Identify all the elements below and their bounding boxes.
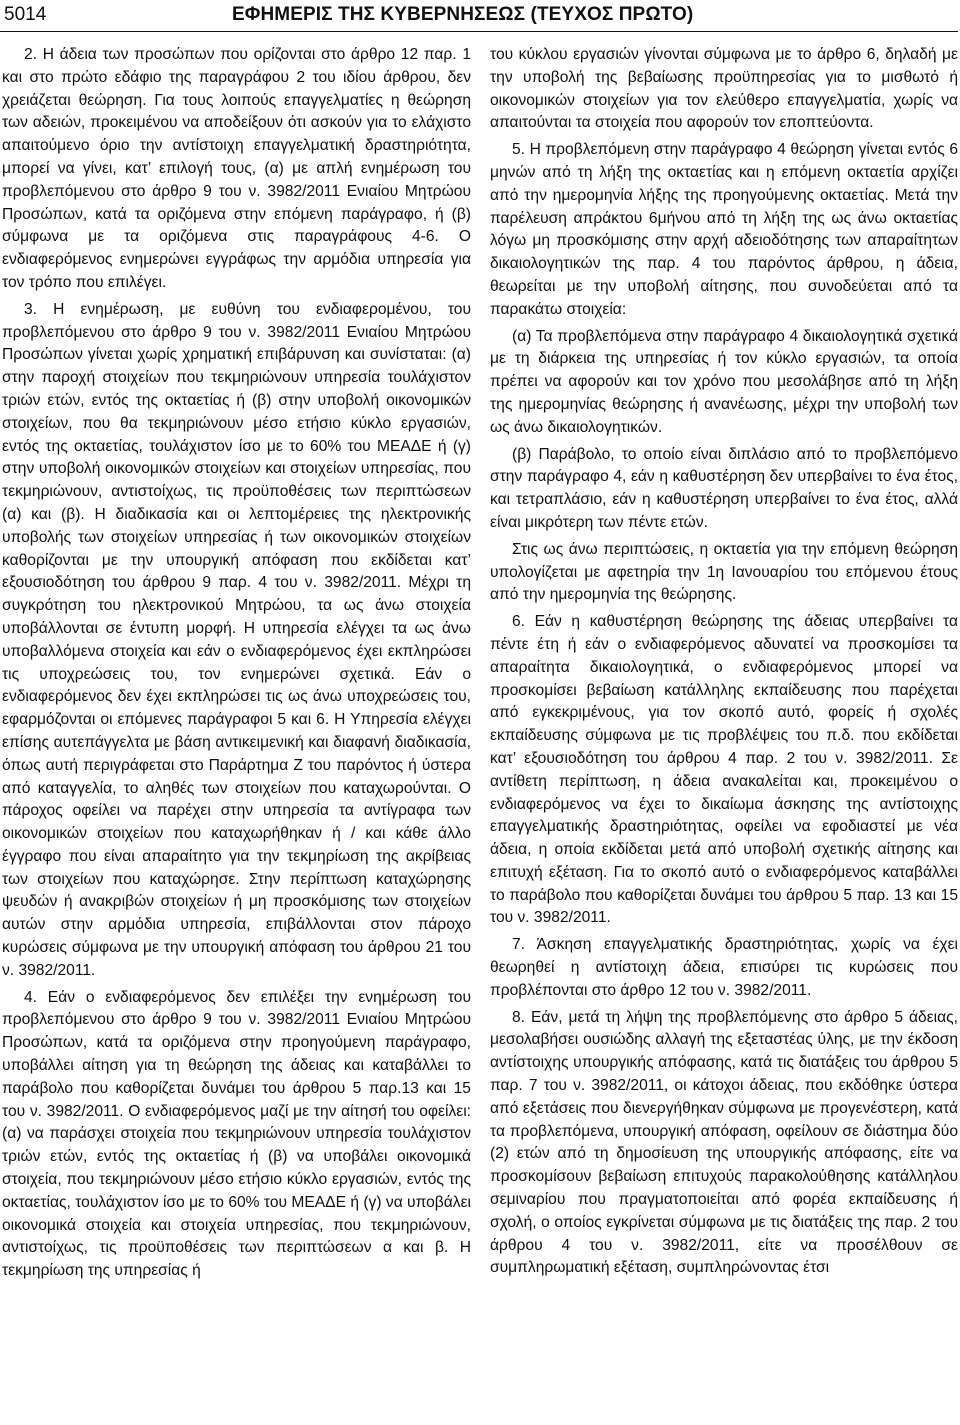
paragraph-8: 8. Εάν, μετά τη λήψη της προβλεπόμενης στο άρθρο 5 άδειας, μεσολαβήσει ουσιώδης αλλαγή της εξεταστέας ύλης, με την έκδοση αντίστοιχης υπουργικής απόφασης, κατά τις διατάξεις του άρθρου 5 παρ. 7 του ν. 3982/2011, οι κάτοχοι άδειας, που εκδόθηκε ύστερα από εξετάσεις που διενεργήθηκαν σύμφωνα με προγενέστερη, κατά τα προβλεπόμενα, υπουργική απόφαση, οφείλουν σε διάστημα δύο (2) ετών από τη δημοσίευση της υπουργικής απόφασης, είτε να προσκομίσουν βεβαίωση επιτυχούς παρακολούθησης κατάλληλου σεμιναρίου που πραγματοποιείται από φορέα εκπαίδευσης ή σχολή, ο οποίος εγκρίνεται σύμφωνα με τις διατάξεις της παρ. 2 του άρθρου 4 του ν. 3982/2011, είτε να προσέλθουν σε συμπληρωματική εξέταση, συμπληρώνοντας έτσι [490,1008,958,1277]
page-header [0,0,960,36]
journal-title: ΕΦΗΜΕΡΙΣ ΤΗΣ ΚΥΒΕΡΝΗΣΕΩΣ (ΤΕΥΧΟΣ ΠΡΩΤΟ) [232,4,694,25]
page-number: 5014 [4,4,47,25]
paragraph-5-item-b: (β) Παράβολο, το οποίο είναι διπλάσιο από το προβλεπόμενο στην παράγραφο 4, εάν η καθυστέρηση δεν υπερβαίνει το ένα έτος, και τετραπλάσιο, εάν η καθυστέρηση υπερβαίνει το ένα έτος, αλλά είναι μικρότερη των πέντε ετών. [490,445,958,531]
right-column [490,44,958,1419]
header-rule [0,31,958,32]
paragraph-5: 5. Η προβλεπόμενη στην παράγραφο 4 θεώρηση γίνεται εντός 6 μηνών από τη λήξη της οκταετίας και η επόμενη οκταετία αρχίζει από την ημερομηνία λήξης της προηγούμενης οκταετίας. Μετά την παρέλευση απράκτου 6μήνου από τη λήξη της ως άνω οκταετίας λόγω μη προσκόμισης στην αρχή αδειοδότησης των απαραίτητων δικαιολογητικών της παρ. 4 του παρόντος άρθρου, η άδεια, θεωρείται με την υποβολή αίτησης, που συνοδεύεται από τα παρακάτω στοιχεία: [490,141,958,318]
paragraph-2: 2. Η άδεια των προσώπων που ορίζονται στο άρθρο 12 παρ. 1 και στο πρώτο εδάφιο της παραγράφου 2 του ιδίου άρθρου, δεν χρειάζεται θεώρηση. Για τους λοιπούς επαγγελματίες η θεώρηση των αδειών, προκειμένου να αποδείξουν ότι ασκούν για το ελάχιστο απαιτούμενο όριο την αντίστοιχη επαγγελματική δραστηριότητα, μπορεί να γίνει, κατ’ επιλογή τους, (α) με απλή ενημέρωση του προβλεπόμενου στο άρθρο 9 του ν. 3982/2011 Ενιαίου Μητρώου Προσώπων, κατά τα οριζόμενα στην επόμενη παράγραφο, ή (β) σύμφωνα με τα οριζόμενα στις παραγράφους 4-6. Ο ενδιαφερόμενος ενημερώνει εγγράφως την αρμόδια υπηρεσία για τον τρόπο που επιλέγει. [2,46,471,291]
paragraph-6: 6. Εάν η καθυστέρηση θεώρησης της άδειας υπερβαίνει τα πέντε έτη ή εάν ο ενδιαφερόμενος αδυνατεί να προσκομίσει τα απαραίτητα δικαιολογητικά, ο ενδιαφερόμενος μπορεί να προσκομίσει βεβαίωση κατάλληλης εκπαίδευσης που παρέχεται από εγκεκριμένους, για τον σκοπό αυτό, φορείς ή σχολές εκπαίδευσης σύμφωνα με τις προβλέψεις του π.δ. που εκδίδεται κατ’ εξουσιοδότηση του άρθρου 4 παρ. 2 του ν. 3982/2011. Σε αντίθετη περίπτωση, η άδεια ανακαλείται και, προκειμένου ο ενδιαφερόμενος να έχει το δικαίωμα άσκησης της αντίστοιχης επαγγελματικής δραστηριότητας, οφείλει να εφοδιαστεί με νέα άδεια, η οποία εκδίδεται μετά από υποβολή σχετικής αίτησης και επιτυχή εξέταση. Για το σκοπό αυτό ο ενδιαφερόμενος καταβάλλει το παράβολο που καθορίζεται δυνάμει του άρθρου 5 παρ. 13 και 15 του ν. 3982/2011. [490,613,958,927]
paragraph-5-note: Στις ως άνω περιπτώσεις, η οκταετία για την επόμενη θεώρηση υπολογίζεται με αφετηρία την 1η Ιανουαρίου του επόμενου έτους από την ημερομηνία της θεώρησης. [490,540,958,604]
paragraph-4-continued: του κύκλου εργασιών γίνονται σύμφωνα με το άρθρο 6, δηλαδή με την υποβολή της βεβαίωσης προϋπηρεσίας για το μισθωτό ή οικονομικών στοιχείων για τον ελεύθερο επαγγελματία, χωρίς να απαιτούνται τα στοιχεία που αφορούν τον εποπτεύοντα. [490,46,958,132]
paragraph-7: 7. Άσκηση επαγγελματικής δραστηριότητας, χωρίς να έχει θεωρηθεί η αντίστοιχη άδεια, επισύρει τις κυρώσεις που προβλέπονται στο άρθρο 12 του ν. 3982/2011. [490,936,958,999]
paragraph-3: 3. Η ενημέρωση, με ευθύνη του ενδιαφερομένου, του προβλεπόμενου στο άρθρο 9 του ν. 3982/2011 Ενιαίου Μητρώου Προσώπων γίνεται χωρίς χρηματική επιβάρυνση και συνίσταται: (α) στην παροχή στοιχείων που τεκμηριώνουν υπηρεσία τουλάχιστον τριών ετών, εντός της οκταετίας ή (β) στην υποβολή οικονομικών στοιχείων, που θα τεκμηριώνουν μέσο ετήσιο κύκλο εργασιών, εντός της οκταετίας, τουλάχιστον ίσο με το 60% του ΜΕΑΔΕ ή (γ) στην υποβολή οικονομικών στοιχείων και στοιχείων υπηρεσίας, που τεκμηριώνουν, αντιστοίχως, τις προϋποθέσεις των περιπτώσεων (α) και (β). Η διαδικασία και οι λεπτομέρειες της ηλεκτρονικής υποβολής των στοιχείων υπηρεσίας ή των οικονομικών στοιχείων καθορίζονται με την υπουργική απόφαση που εκδίδεται κατ’ εξουσιοδότηση του άρθρου 9 παρ. 4 του ν. 3982/2011. Μέχρι τη συγκρότηση του ηλεκτρονικού Μητρώου, τα ως άνω στοιχεία υποβάλλονται σε έντυπη μορφή. Η υπηρεσία ελέγχει τα ως άνω υποβαλλόμενα στοιχεία και εάν ο ενδιαφερόμενος έχει εκπληρώσει τις υποχρεώσεις του, τον ενημερώνει σχετικά. Εάν ο ενδιαφερόμενος δεν έχει εκπληρώσει τις ως άνω υποχρεώσεις του, εφαρμόζονται οι επόμενες παράγραφοι 5 και 6. Η Υπηρεσία ελέγχει επίσης αυτεπάγγελτα με βάση αντικειμενική και διαφανή διαδικασία, όπως αυτή περιγράφεται στο Παράρτημα Ζ του παρόντος ή ύστερα από καταγγελία, το αληθές των στοιχείων που καταχωρούνται. Ο πάροχος οφείλει να παρέχει στην υπηρεσία τα αντίγραφα των οικονομικών στοιχείων που καταχωρήθηκαν ή / και κάθε άλλο έγγραφο που είναι απαραίτητο για την τεκμηρίωση της ακρίβειας των στοιχείων που καταχώρησε. Στην περίπτωση καταχώρησης ψευδών ή ανακριβών στοιχείων ή μη προσκόμισης των στοιχείων αυτών στην αρμόδια υπηρεσία, επιβάλλονται στον πάροχο κυρώσεις σύμφωνα με την υπουργική απόφαση του άρθρου 21 του ν. 3982/2011. [2,300,471,979]
paragraph-5-item-a: (α) Τα προβλεπόμενα στην παράγραφο 4 δικαιολογητικά σχετικά με τη διάρκεια της υπηρεσίας ή τον κύκλο εργασιών, τα οποία πρέπει να αφορούν και τον χρόνο που μεσολάβησε από τη λήξη της ημερομηνίας θεώρησης ή ανανέωσης, μέχρι την υποβολή των ως άνω δικαιολογητικών. [490,327,958,436]
left-column [2,44,471,1419]
paragraph-4: 4. Εάν ο ενδιαφερόμενος δεν επιλέξει την ενημέρωση του προβλεπόμενου στο άρθρο 9 του ν. 3982/2011 Ενιαίου Μητρώου Προσώπων, κατά τα οριζόμενα στην προηγούμενη παράγραφο, υποβάλλει αίτηση για τη θεώρηση της άδειας και καταβάλλει το παράβολο που καθορίζεται δυνάμει του άρθρου 5 παρ.13 και 15 του ν. 3982/2011. Ο ενδιαφερόμενος μαζί με την αίτησή του οφείλει: (α) να παράσχει στοιχεία που τεκμηριώνουν υπηρεσία τουλάχιστον τριών ετών, εντός της οκταετίας ή (β) να υποβάλει οικονομικά στοιχεία, που τεκμηριώνουν μέσο ετήσιο κύκλο εργασιών, εντός της οκταετίας, τουλάχιστον ίσο με το 60% του ΜΕΑΔΕ ή (γ) να υποβάλει οικονομικά στοιχεία και στοιχεία υπηρεσίας, που τεκμηριώνουν, αντιστοίχως, τις προϋποθέσεις των περιπτώσεων α και β. Η τεκμηρίωση της υπηρεσίας ή [2,988,471,1280]
